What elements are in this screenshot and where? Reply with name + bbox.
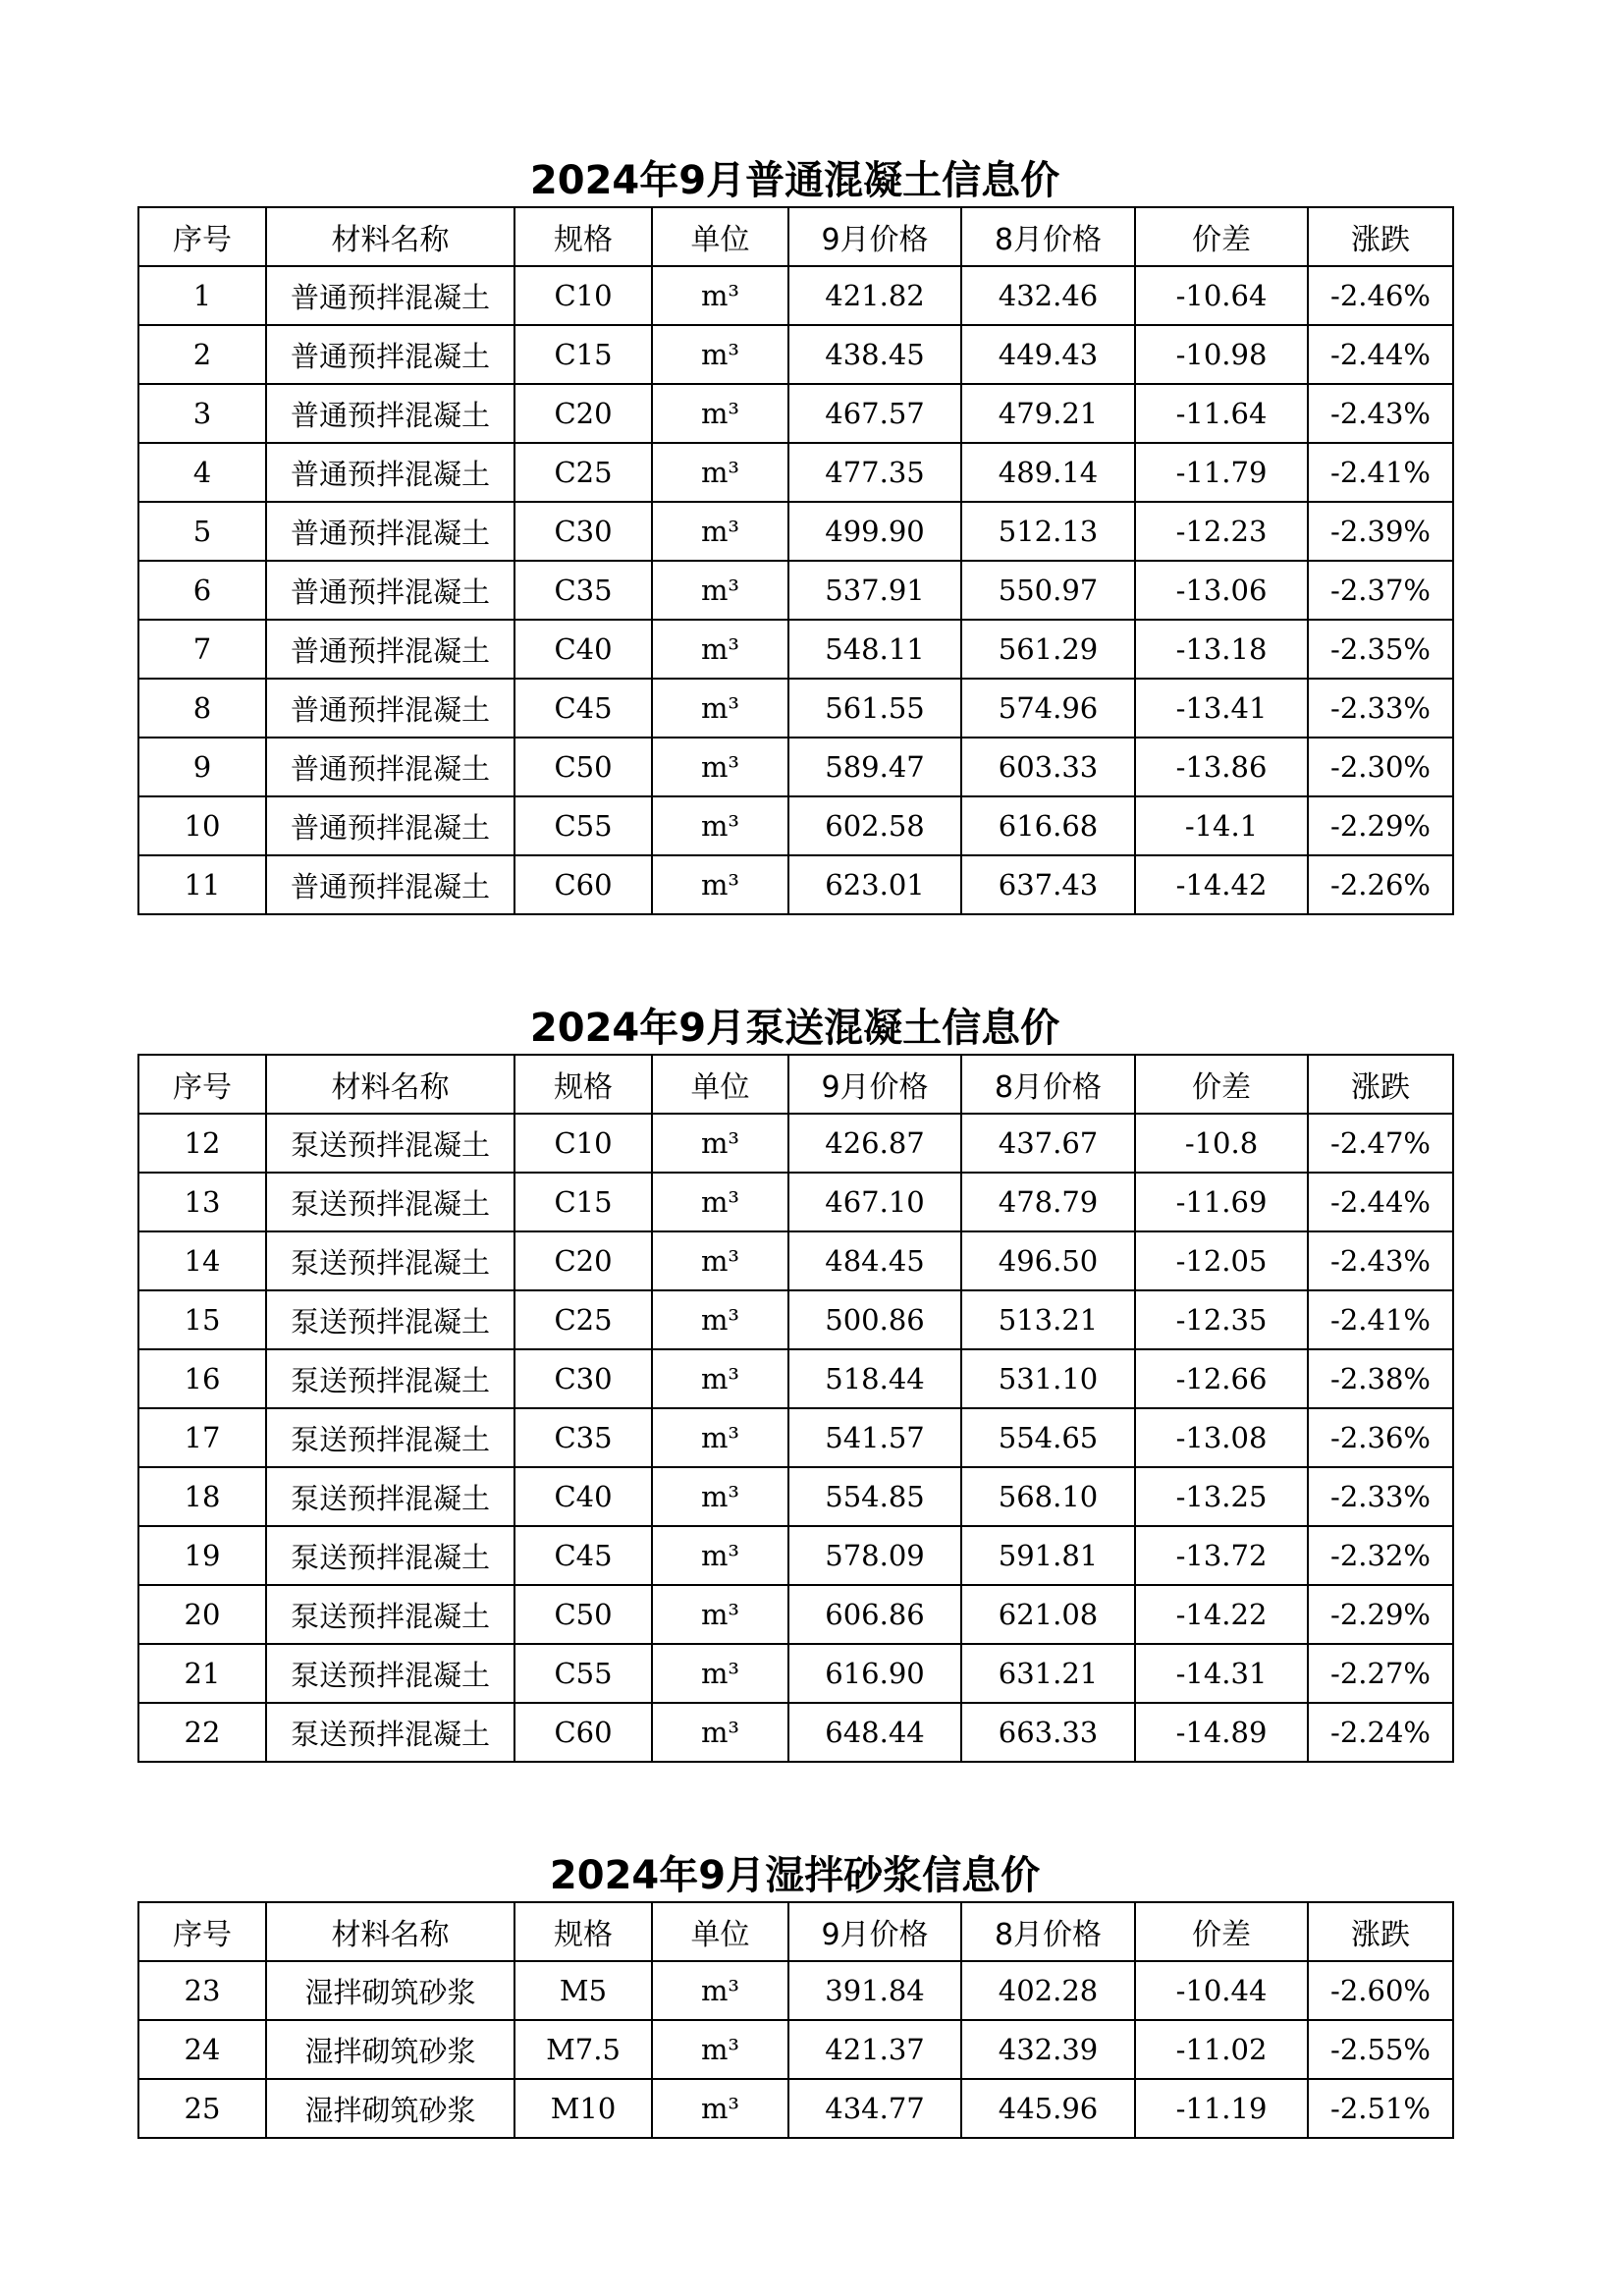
cell-sep-price: 616.90: [788, 1644, 961, 1703]
cell-unit: m³: [652, 1526, 788, 1585]
cell-material-name: 湿拌砌筑砂浆: [266, 1961, 514, 2020]
cell-spec: C45: [514, 1526, 652, 1585]
cell-sep-price: 438.45: [788, 325, 961, 384]
cell-material-name: 普通预拌混凝土: [266, 384, 514, 443]
header-index: 序号: [138, 207, 266, 266]
cell-price-diff: -13.06: [1135, 561, 1308, 620]
cell-unit: m³: [652, 2079, 788, 2138]
table-row: [138, 1703, 1453, 1762]
cell-aug-price: 449.43: [961, 325, 1135, 384]
table-row: [138, 1231, 1453, 1290]
cell-aug-price: 489.14: [961, 443, 1135, 502]
cell-index: 19: [138, 1526, 266, 1585]
cell-material-name: 普通预拌混凝土: [266, 855, 514, 914]
table-row: [138, 384, 1453, 443]
cell-material-name: 普通预拌混凝土: [266, 502, 514, 561]
table-row: [138, 561, 1453, 620]
cell-aug-price: 513.21: [961, 1290, 1135, 1349]
cell-material-name: 泵送预拌混凝土: [266, 1173, 514, 1231]
cell-aug-price: 631.21: [961, 1644, 1135, 1703]
cell-change: -2.24%: [1308, 1703, 1453, 1762]
header-aug-price: 8月价格: [961, 207, 1135, 266]
cell-price-diff: -14.22: [1135, 1585, 1308, 1644]
cell-index: 9: [138, 738, 266, 796]
header-row: [138, 1055, 1453, 1114]
cell-material-name: 泵送预拌混凝土: [266, 1585, 514, 1644]
section-plain-concrete: [137, 155, 1452, 915]
cell-aug-price: 663.33: [961, 1703, 1135, 1762]
cell-price-diff: -12.05: [1135, 1231, 1308, 1290]
cell-unit: m³: [652, 443, 788, 502]
cell-aug-price: 554.65: [961, 1408, 1135, 1467]
table-row: [138, 738, 1453, 796]
table-row: [138, 1349, 1453, 1408]
cell-change: -2.38%: [1308, 1349, 1453, 1408]
cell-sep-price: 426.87: [788, 1114, 961, 1173]
section-wet-mortar: [137, 1850, 1452, 2139]
header-index: 序号: [138, 1055, 266, 1114]
cell-unit: m³: [652, 325, 788, 384]
cell-index: 16: [138, 1349, 266, 1408]
cell-spec: C25: [514, 443, 652, 502]
header-spec: 规格: [514, 1902, 652, 1961]
cell-sep-price: 484.45: [788, 1231, 961, 1290]
cell-index: 4: [138, 443, 266, 502]
cell-price-diff: -14.42: [1135, 855, 1308, 914]
cell-change: -2.33%: [1308, 1467, 1453, 1526]
cell-aug-price: 479.21: [961, 384, 1135, 443]
header-material-name: 材料名称: [266, 207, 514, 266]
cell-price-diff: -13.25: [1135, 1467, 1308, 1526]
table-row: [138, 1644, 1453, 1703]
cell-spec: C45: [514, 679, 652, 738]
header-index: 序号: [138, 1902, 266, 1961]
cell-price-diff: -11.19: [1135, 2079, 1308, 2138]
header-row: [138, 1902, 1453, 1961]
cell-change: -2.41%: [1308, 1290, 1453, 1349]
cell-aug-price: 437.67: [961, 1114, 1135, 1173]
cell-unit: m³: [652, 384, 788, 443]
cell-sep-price: 467.57: [788, 384, 961, 443]
cell-sep-price: 589.47: [788, 738, 961, 796]
cell-sep-price: 602.58: [788, 796, 961, 855]
cell-unit: m³: [652, 1703, 788, 1762]
table-row: [138, 855, 1453, 914]
cell-unit: m³: [652, 1644, 788, 1703]
cell-material-name: 普通预拌混凝土: [266, 679, 514, 738]
cell-aug-price: 603.33: [961, 738, 1135, 796]
cell-price-diff: -11.64: [1135, 384, 1308, 443]
header-change: 涨跌: [1308, 1902, 1453, 1961]
cell-change: -2.44%: [1308, 325, 1453, 384]
cell-unit: m³: [652, 266, 788, 325]
cell-index: 20: [138, 1585, 266, 1644]
cell-index: 18: [138, 1467, 266, 1526]
cell-change: -2.47%: [1308, 1114, 1453, 1173]
table-row: [138, 325, 1453, 384]
table-row: [138, 1526, 1453, 1585]
cell-unit: m³: [652, 1961, 788, 2020]
table-row: [138, 1585, 1453, 1644]
header-row: [138, 207, 1453, 266]
cell-sep-price: 548.11: [788, 620, 961, 679]
cell-material-name: 泵送预拌混凝土: [266, 1114, 514, 1173]
cell-sep-price: 518.44: [788, 1349, 961, 1408]
cell-spec: C55: [514, 796, 652, 855]
cell-aug-price: 637.43: [961, 855, 1135, 914]
price-table: [137, 1901, 1454, 2139]
cell-unit: m³: [652, 1585, 788, 1644]
table-row: [138, 1961, 1453, 2020]
cell-aug-price: 432.39: [961, 2020, 1135, 2079]
cell-index: 13: [138, 1173, 266, 1231]
cell-price-diff: -13.18: [1135, 620, 1308, 679]
cell-unit: m³: [652, 679, 788, 738]
cell-aug-price: 531.10: [961, 1349, 1135, 1408]
cell-index: 3: [138, 384, 266, 443]
cell-spec: C50: [514, 1585, 652, 1644]
cell-change: -2.30%: [1308, 738, 1453, 796]
cell-spec: C20: [514, 1231, 652, 1290]
cell-aug-price: 496.50: [961, 1231, 1135, 1290]
table-row: [138, 679, 1453, 738]
cell-price-diff: -10.64: [1135, 266, 1308, 325]
cell-change: -2.29%: [1308, 796, 1453, 855]
cell-index: 2: [138, 325, 266, 384]
cell-price-diff: -11.69: [1135, 1173, 1308, 1231]
cell-material-name: 泵送预拌混凝土: [266, 1349, 514, 1408]
table-row: [138, 266, 1453, 325]
cell-change: -2.43%: [1308, 384, 1453, 443]
cell-index: 7: [138, 620, 266, 679]
cell-spec: C60: [514, 1703, 652, 1762]
cell-change: -2.26%: [1308, 855, 1453, 914]
cell-aug-price: 574.96: [961, 679, 1135, 738]
cell-material-name: 湿拌砌筑砂浆: [266, 2020, 514, 2079]
cell-price-diff: -10.44: [1135, 1961, 1308, 2020]
table-row: [138, 443, 1453, 502]
cell-unit: m³: [652, 1114, 788, 1173]
header-unit: 单位: [652, 1902, 788, 1961]
cell-sep-price: 561.55: [788, 679, 961, 738]
cell-index: 24: [138, 2020, 266, 2079]
cell-aug-price: 402.28: [961, 1961, 1135, 2020]
cell-sep-price: 578.09: [788, 1526, 961, 1585]
cell-price-diff: -11.02: [1135, 2020, 1308, 2079]
cell-change: -2.41%: [1308, 443, 1453, 502]
cell-aug-price: 550.97: [961, 561, 1135, 620]
cell-index: 12: [138, 1114, 266, 1173]
cell-price-diff: -14.1: [1135, 796, 1308, 855]
cell-unit: m³: [652, 1408, 788, 1467]
header-sep-price: 9月价格: [788, 1902, 961, 1961]
cell-aug-price: 561.29: [961, 620, 1135, 679]
cell-unit: m³: [652, 2020, 788, 2079]
cell-index: 1: [138, 266, 266, 325]
cell-material-name: 普通预拌混凝土: [266, 266, 514, 325]
cell-unit: m³: [652, 1231, 788, 1290]
cell-index: 14: [138, 1231, 266, 1290]
cell-change: -2.29%: [1308, 1585, 1453, 1644]
table-row: [138, 2020, 1453, 2079]
cell-sep-price: 606.86: [788, 1585, 961, 1644]
cell-sep-price: 434.77: [788, 2079, 961, 2138]
header-price-diff: 价差: [1135, 1902, 1308, 1961]
cell-price-diff: -12.35: [1135, 1290, 1308, 1349]
cell-change: -2.43%: [1308, 1231, 1453, 1290]
cell-change: -2.60%: [1308, 1961, 1453, 2020]
cell-index: 8: [138, 679, 266, 738]
cell-price-diff: -14.31: [1135, 1644, 1308, 1703]
cell-spec: M5: [514, 1961, 652, 2020]
cell-index: 17: [138, 1408, 266, 1467]
cell-change: -2.55%: [1308, 2020, 1453, 2079]
cell-change: -2.37%: [1308, 561, 1453, 620]
cell-sep-price: 648.44: [788, 1703, 961, 1762]
cell-unit: m³: [652, 1173, 788, 1231]
cell-aug-price: 478.79: [961, 1173, 1135, 1231]
table-row: [138, 620, 1453, 679]
header-unit: 单位: [652, 1055, 788, 1114]
cell-material-name: 泵送预拌混凝土: [266, 1467, 514, 1526]
cell-spec: C35: [514, 1408, 652, 1467]
cell-price-diff: -10.98: [1135, 325, 1308, 384]
cell-spec: C10: [514, 266, 652, 325]
cell-unit: m³: [652, 502, 788, 561]
cell-index: 11: [138, 855, 266, 914]
price-table: [137, 206, 1454, 915]
cell-material-name: 湿拌砌筑砂浆: [266, 2079, 514, 2138]
cell-material-name: 泵送预拌混凝土: [266, 1703, 514, 1762]
cell-index: 15: [138, 1290, 266, 1349]
section-pumped-concrete: [137, 1003, 1452, 1763]
cell-change: -2.36%: [1308, 1408, 1453, 1467]
cell-index: 22: [138, 1703, 266, 1762]
cell-change: -2.39%: [1308, 502, 1453, 561]
cell-change: -2.33%: [1308, 679, 1453, 738]
table-title: 2024年9月普通混凝土信息价: [529, 158, 1060, 203]
cell-index: 5: [138, 502, 266, 561]
cell-material-name: 泵送预拌混凝土: [266, 1231, 514, 1290]
cell-material-name: 普通预拌混凝土: [266, 443, 514, 502]
cell-spec: C15: [514, 325, 652, 384]
cell-aug-price: 591.81: [961, 1526, 1135, 1585]
cell-material-name: 普通预拌混凝土: [266, 796, 514, 855]
header-material-name: 材料名称: [266, 1902, 514, 1961]
cell-spec: C20: [514, 384, 652, 443]
cell-sep-price: 537.91: [788, 561, 961, 620]
cell-material-name: 泵送预拌混凝土: [266, 1408, 514, 1467]
cell-aug-price: 568.10: [961, 1467, 1135, 1526]
cell-spec: C30: [514, 502, 652, 561]
cell-index: 6: [138, 561, 266, 620]
cell-material-name: 泵送预拌混凝土: [266, 1526, 514, 1585]
cell-aug-price: 432.46: [961, 266, 1135, 325]
cell-aug-price: 616.68: [961, 796, 1135, 855]
cell-sep-price: 421.37: [788, 2020, 961, 2079]
header-price-diff: 价差: [1135, 207, 1308, 266]
cell-spec: C35: [514, 561, 652, 620]
cell-material-name: 普通预拌混凝土: [266, 738, 514, 796]
header-sep-price: 9月价格: [788, 1055, 961, 1114]
table-title: 2024年9月泵送混凝土信息价: [529, 1006, 1060, 1051]
header-change: 涨跌: [1308, 1055, 1453, 1114]
cell-index: 10: [138, 796, 266, 855]
cell-unit: m³: [652, 796, 788, 855]
cell-spec: C50: [514, 738, 652, 796]
cell-change: -2.27%: [1308, 1644, 1453, 1703]
table-row: [138, 502, 1453, 561]
table-row: [138, 1173, 1453, 1231]
cell-price-diff: -12.23: [1135, 502, 1308, 561]
cell-sep-price: 477.35: [788, 443, 961, 502]
cell-spec: C40: [514, 620, 652, 679]
cell-change: -2.44%: [1308, 1173, 1453, 1231]
cell-price-diff: -13.86: [1135, 738, 1308, 796]
cell-spec: C30: [514, 1349, 652, 1408]
header-price-diff: 价差: [1135, 1055, 1308, 1114]
table-row: [138, 1290, 1453, 1349]
header-aug-price: 8月价格: [961, 1055, 1135, 1114]
cell-unit: m³: [652, 855, 788, 914]
header-unit: 单位: [652, 207, 788, 266]
header-sep-price: 9月价格: [788, 207, 961, 266]
cell-sep-price: 421.82: [788, 266, 961, 325]
cell-sep-price: 623.01: [788, 855, 961, 914]
cell-spec: C10: [514, 1114, 652, 1173]
header-spec: 规格: [514, 207, 652, 266]
cell-unit: m³: [652, 1349, 788, 1408]
table-row: [138, 2079, 1453, 2138]
cell-spec: C25: [514, 1290, 652, 1349]
cell-spec: C55: [514, 1644, 652, 1703]
cell-sep-price: 467.10: [788, 1173, 961, 1231]
table-row: [138, 1114, 1453, 1173]
cell-sep-price: 500.86: [788, 1290, 961, 1349]
cell-sep-price: 391.84: [788, 1961, 961, 2020]
cell-price-diff: -11.79: [1135, 443, 1308, 502]
table-row: [138, 1408, 1453, 1467]
cell-price-diff: -10.8: [1135, 1114, 1308, 1173]
cell-spec: C15: [514, 1173, 652, 1231]
cell-material-name: 普通预拌混凝土: [266, 620, 514, 679]
cell-price-diff: -13.41: [1135, 679, 1308, 738]
cell-price-diff: -13.08: [1135, 1408, 1308, 1467]
cell-spec: M7.5: [514, 2020, 652, 2079]
cell-price-diff: -12.66: [1135, 1349, 1308, 1408]
header-material-name: 材料名称: [266, 1055, 514, 1114]
cell-sep-price: 541.57: [788, 1408, 961, 1467]
cell-spec: C60: [514, 855, 652, 914]
cell-aug-price: 445.96: [961, 2079, 1135, 2138]
cell-price-diff: -14.89: [1135, 1703, 1308, 1762]
price-table: [137, 1054, 1454, 1763]
cell-change: -2.35%: [1308, 620, 1453, 679]
cell-material-name: 普通预拌混凝土: [266, 325, 514, 384]
cell-index: 23: [138, 1961, 266, 2020]
cell-unit: m³: [652, 1290, 788, 1349]
cell-spec: C40: [514, 1467, 652, 1526]
cell-aug-price: 512.13: [961, 502, 1135, 561]
cell-change: -2.51%: [1308, 2079, 1453, 2138]
cell-material-name: 泵送预拌混凝土: [266, 1290, 514, 1349]
header-change: 涨跌: [1308, 207, 1453, 266]
cell-material-name: 泵送预拌混凝土: [266, 1644, 514, 1703]
cell-index: 21: [138, 1644, 266, 1703]
table-row: [138, 796, 1453, 855]
cell-sep-price: 499.90: [788, 502, 961, 561]
cell-unit: m³: [652, 1467, 788, 1526]
cell-aug-price: 621.08: [961, 1585, 1135, 1644]
cell-change: -2.32%: [1308, 1526, 1453, 1585]
table-row: [138, 1467, 1453, 1526]
cell-change: -2.46%: [1308, 266, 1453, 325]
cell-sep-price: 554.85: [788, 1467, 961, 1526]
header-spec: 规格: [514, 1055, 652, 1114]
table-title: 2024年9月湿拌砂浆信息价: [549, 1853, 1041, 1898]
cell-spec: M10: [514, 2079, 652, 2138]
cell-unit: m³: [652, 561, 788, 620]
header-aug-price: 8月价格: [961, 1902, 1135, 1961]
cell-material-name: 普通预拌混凝土: [266, 561, 514, 620]
cell-price-diff: -13.72: [1135, 1526, 1308, 1585]
cell-unit: m³: [652, 620, 788, 679]
cell-index: 25: [138, 2079, 266, 2138]
cell-unit: m³: [652, 738, 788, 796]
